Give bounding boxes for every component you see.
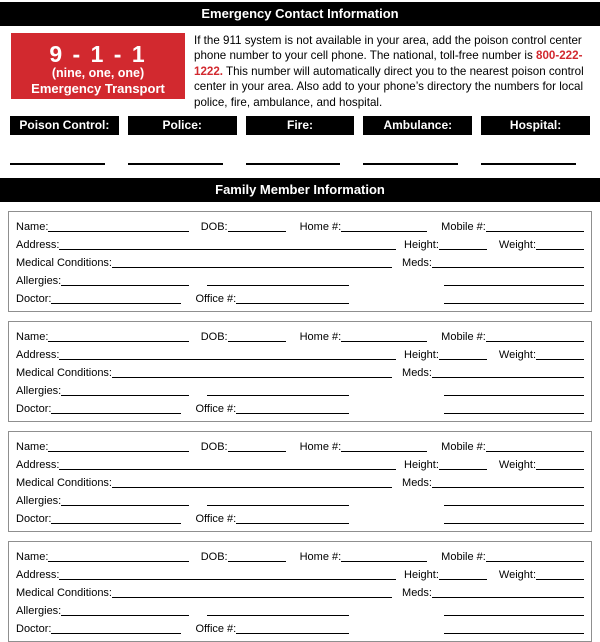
medical-conditions-label: Medical Conditions: (16, 367, 112, 380)
police-fill-line[interactable] (128, 163, 223, 165)
page-header-bar (0, 2, 600, 26)
doctor-label: Doctor: (16, 513, 52, 526)
mobile-number-line[interactable] (486, 222, 584, 232)
family-member-block (8, 321, 592, 422)
dob-line[interactable] (228, 332, 286, 342)
member-row-allergies (16, 270, 584, 288)
member-row-allergies (16, 600, 584, 618)
meds-continuation-line[interactable] (444, 606, 584, 616)
address-line[interactable] (59, 350, 396, 360)
mobile-number-label: Mobile #: (441, 221, 486, 234)
name-label: Name: (16, 551, 49, 564)
home-number-label: Home #: (299, 551, 342, 564)
emergency-info-section (11, 33, 590, 110)
name-line[interactable] (48, 222, 188, 232)
height-label: Height: (404, 239, 439, 252)
office-number-line[interactable] (236, 624, 349, 634)
office-number-line[interactable] (236, 514, 349, 524)
emergency-badge (11, 33, 185, 111)
family-section-title: Family Member Information (215, 182, 385, 198)
weight-label: Weight: (498, 459, 536, 472)
member-row-medical (16, 362, 584, 380)
member-row-doctor (16, 398, 584, 416)
home-number-line[interactable] (341, 222, 427, 232)
office-number-label: Office #: (195, 623, 237, 636)
contact-label-poison-control: Poison Control: (10, 116, 119, 135)
doctor-line[interactable] (51, 514, 181, 524)
home-number-label: Home #: (299, 441, 342, 454)
weight-label: Weight: (498, 349, 536, 362)
family-members-list (8, 211, 592, 642)
mobile-number-line[interactable] (486, 442, 584, 452)
meds-label: Meds: (402, 587, 432, 600)
member-row-doctor (16, 618, 584, 636)
allergies-label: Allergies: (16, 385, 62, 398)
contact-label-ambulance: Ambulance: (363, 116, 472, 135)
mobile-number-line[interactable] (486, 332, 584, 342)
meds-label: Meds: (402, 367, 432, 380)
mobile-number-label: Mobile #: (441, 551, 486, 564)
mobile-number-label: Mobile #: (441, 441, 486, 454)
meds-continuation-line[interactable] (444, 624, 584, 634)
doctor-label: Doctor: (16, 293, 52, 306)
address-label: Address: (16, 239, 60, 252)
doctor-label: Doctor: (16, 623, 52, 636)
address-line[interactable] (59, 240, 396, 250)
office-number-label: Office #: (195, 293, 237, 306)
weight-line[interactable] (536, 570, 584, 580)
height-line[interactable] (439, 460, 487, 470)
doctor-label: Doctor: (16, 403, 52, 416)
doctor-line[interactable] (51, 624, 181, 634)
badge-subtitle: Emergency Transport System (31, 81, 165, 111)
family-member-block (8, 211, 592, 312)
home-number-label: Home #: (299, 331, 342, 344)
weight-line[interactable] (536, 350, 584, 360)
allergies-label: Allergies: (16, 605, 62, 618)
height-label: Height: (404, 349, 439, 362)
meds-continuation-line[interactable] (444, 276, 584, 286)
dob-label: DOB: (200, 441, 228, 454)
member-row-name (16, 546, 584, 564)
doctor-line[interactable] (51, 294, 181, 304)
member-row-name (16, 326, 584, 344)
instructions-text-after: This number will automatically direct you to the nearest poison control center in your area. Also add to your phone’s directory the numbers for local police, fire, ambulance, and hospital. (194, 64, 584, 109)
contact-fill-lines-row (10, 163, 590, 165)
meds-line[interactable] (432, 368, 584, 378)
height-line[interactable] (439, 570, 487, 580)
height-label: Height: (404, 459, 439, 472)
medical-conditions-line[interactable] (112, 478, 392, 488)
medical-conditions-label: Medical Conditions: (16, 477, 112, 490)
allergies-line[interactable] (61, 496, 189, 506)
member-row-name (16, 216, 584, 234)
address-line[interactable] (59, 570, 396, 580)
allergies-label: Allergies: (16, 495, 62, 508)
member-row-address (16, 344, 584, 362)
home-number-line[interactable] (341, 552, 427, 562)
doctor-line[interactable] (51, 404, 181, 414)
member-row-medical (16, 582, 584, 600)
member-row-medical (16, 252, 584, 270)
badge-phonetic: (nine, one, one) (51, 66, 145, 80)
home-number-line[interactable] (341, 332, 427, 342)
allergies-continuation-line[interactable] (207, 386, 349, 396)
height-line[interactable] (439, 240, 487, 250)
family-member-block (8, 431, 592, 532)
allergies-line[interactable] (61, 386, 189, 396)
meds-continuation-line[interactable] (444, 496, 584, 506)
page-title: Emergency Contact Information (201, 6, 399, 21)
member-row-address (16, 234, 584, 252)
medical-conditions-label: Medical Conditions: (16, 257, 112, 270)
meds-label: Meds: (402, 477, 432, 490)
dob-label: DOB: (200, 331, 228, 344)
medical-conditions-line[interactable] (112, 588, 392, 598)
member-row-doctor (16, 288, 584, 306)
name-label: Name: (16, 221, 49, 234)
address-label: Address: (16, 349, 60, 362)
instructions-text-before: If the 911 system is not available in your area, add the poison control center phone number to your cell phone. The national, toll-free number is (194, 34, 582, 63)
medical-conditions-line[interactable] (112, 258, 392, 268)
medical-conditions-line[interactable] (112, 368, 392, 378)
allergies-line[interactable] (61, 606, 189, 616)
weight-line[interactable] (536, 240, 584, 250)
meds-continuation-line[interactable] (444, 294, 584, 304)
name-line[interactable] (48, 552, 188, 562)
mobile-number-line[interactable] (486, 552, 584, 562)
name-line[interactable] (48, 442, 188, 452)
meds-continuation-line[interactable] (444, 386, 584, 396)
meds-line[interactable] (432, 478, 584, 488)
dob-line[interactable] (228, 552, 286, 562)
home-number-line[interactable] (341, 442, 427, 452)
hospital-fill-line[interactable] (481, 163, 576, 165)
allergies-continuation-line[interactable] (207, 496, 349, 506)
name-label: Name: (16, 441, 49, 454)
instructions-paragraph (194, 33, 590, 110)
height-line[interactable] (439, 350, 487, 360)
address-line[interactable] (59, 460, 396, 470)
height-label: Height: (404, 569, 439, 582)
medical-conditions-label: Medical Conditions: (16, 587, 112, 600)
mobile-number-label: Mobile #: (441, 331, 486, 344)
office-number-line[interactable] (236, 294, 349, 304)
allergies-label: Allergies: (16, 275, 62, 288)
poison-control-fill-line[interactable] (10, 163, 105, 165)
family-section-bar (0, 178, 600, 202)
contact-label-fire: Fire: (246, 116, 355, 135)
allergies-line[interactable] (61, 276, 189, 286)
weight-line[interactable] (536, 460, 584, 470)
allergies-continuation-line[interactable] (207, 606, 349, 616)
name-label: Name: (16, 331, 49, 344)
fire-fill-line[interactable] (246, 163, 341, 165)
poison-phone-number: 800-222-1222. (194, 49, 583, 78)
meds-label: Meds: (402, 257, 432, 270)
office-number-line[interactable] (236, 404, 349, 414)
member-row-medical (16, 472, 584, 490)
contact-label-hospital: Hospital: (481, 116, 590, 135)
weight-label: Weight: (498, 239, 536, 252)
ambulance-fill-line[interactable] (363, 163, 458, 165)
badge-number: 9 - 1 - 1 (49, 41, 147, 67)
member-row-allergies (16, 380, 584, 398)
dob-line[interactable] (228, 222, 286, 232)
name-line[interactable] (48, 332, 188, 342)
contact-label-police: Police: (128, 116, 237, 135)
meds-line[interactable] (432, 588, 584, 598)
meds-continuation-line[interactable] (444, 404, 584, 414)
family-member-block (8, 541, 592, 642)
member-row-doctor (16, 508, 584, 526)
member-row-address (16, 454, 584, 472)
contact-labels-row (10, 116, 590, 135)
meds-line[interactable] (432, 258, 584, 268)
address-label: Address: (16, 569, 60, 582)
dob-label: DOB: (200, 221, 228, 234)
weight-label: Weight: (498, 569, 536, 582)
member-row-name (16, 436, 584, 454)
member-row-address (16, 564, 584, 582)
member-row-allergies (16, 490, 584, 508)
home-number-label: Home #: (299, 221, 342, 234)
office-number-label: Office #: (195, 513, 237, 526)
address-label: Address: (16, 459, 60, 472)
allergies-continuation-line[interactable] (207, 276, 349, 286)
dob-line[interactable] (228, 442, 286, 452)
dob-label: DOB: (200, 551, 228, 564)
office-number-label: Office #: (195, 403, 237, 416)
meds-continuation-line[interactable] (444, 514, 584, 524)
